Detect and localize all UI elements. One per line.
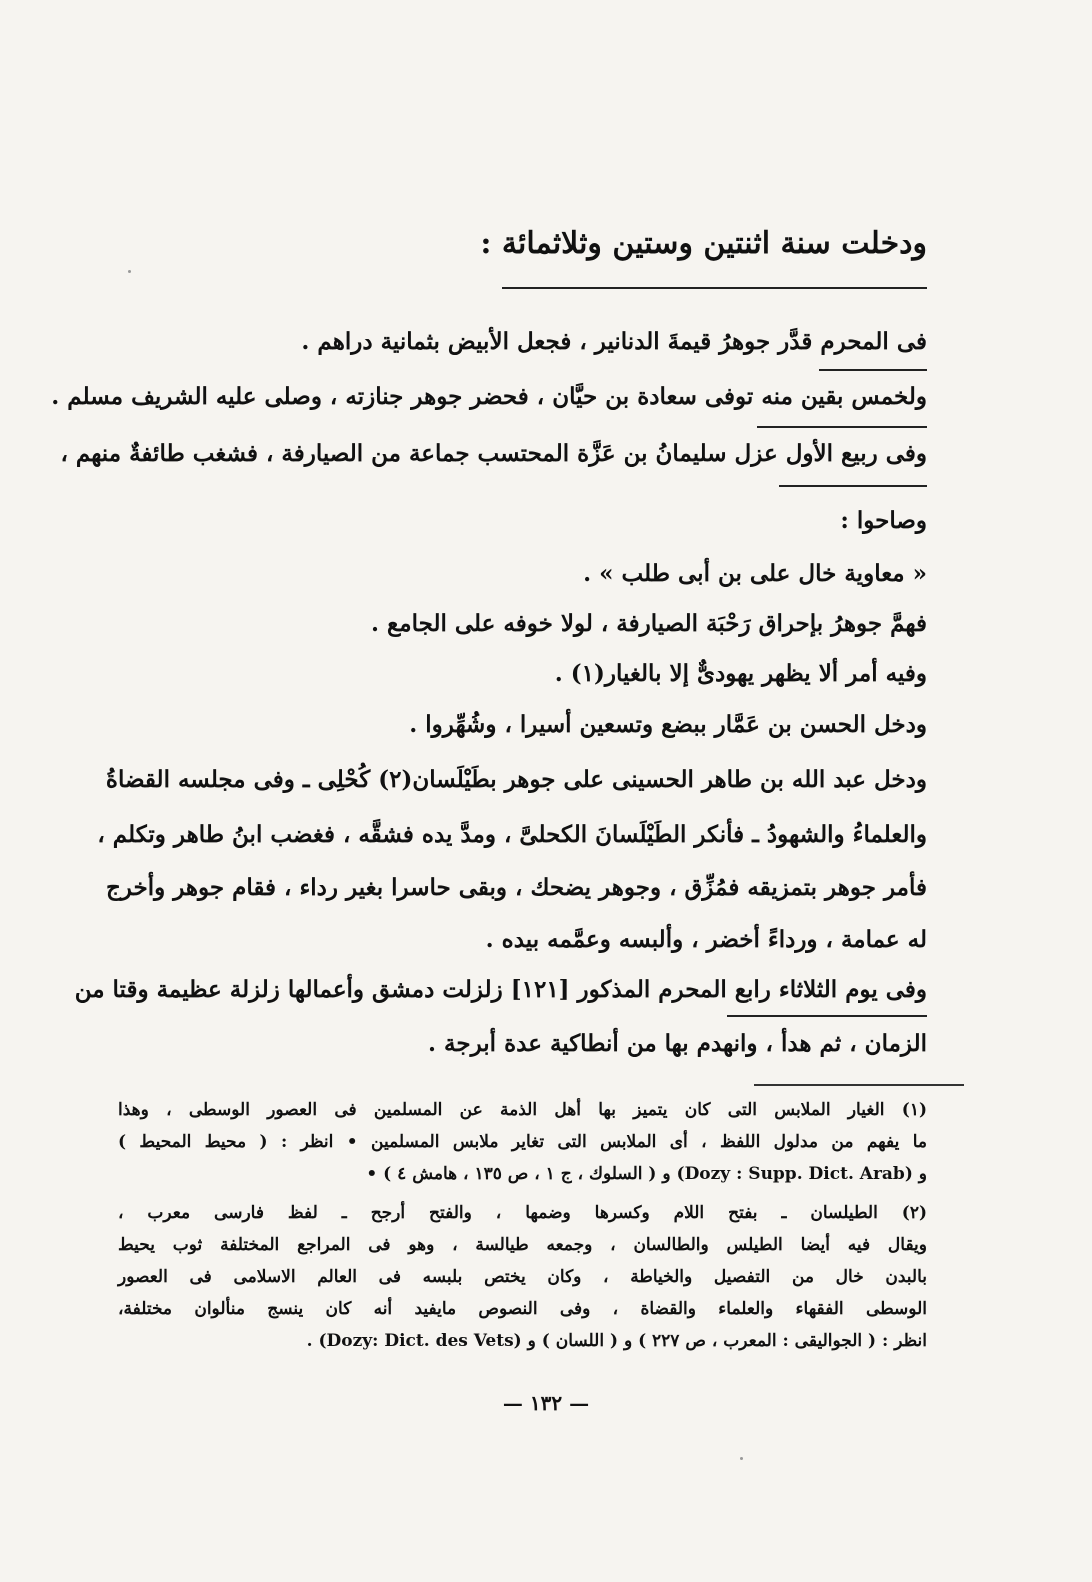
scan-speck (128, 270, 131, 273)
body-line-5: « معاوية خال على بن أبى طلب » . (583, 560, 927, 587)
footnote-line-6: بالبدن خال من التفصيل والخياطة ، وكان يختص بلبسه فى العالم الاسلامى فى العصور (118, 1267, 927, 1287)
footnote-line-5: ويقال فيه أيضا الطيلس والطالسان ، وجمعه طيالسة ، وهو فى المراجع المختلفة ثوب يحيط (118, 1235, 927, 1255)
footnote-separator (754, 1084, 964, 1086)
body-line-13: وفى يوم الثلاثاء رابع المحرم المذكور [١٢١] زلزلت دمشق وأعمالها زلزلة عظيمة وقتا من (74, 976, 927, 1003)
underline-muharram (819, 369, 927, 371)
footnote-line-3: و (Dozy : Supp. Dict. Arab) و ( السلوك ، ج ١ ، ص ١٣٥ ، هامش ٤ ) • (366, 1164, 927, 1184)
footnote-line-2: ما يفهم من مدلول اللفظ ، أى الملابس التى تغاير ملابس المسلمين • انظر : ( محيط المحيط ) (118, 1132, 927, 1152)
footnote-line-8: انظر : ( الجواليقى : المعرب ، ص ٢٢٧ ) و ( اللسان ) و (Dozy: Dict. des Vets) . (306, 1331, 927, 1351)
body-line-6: فهمَّ جوهرُ بإحراق رَحْبَة الصيارفة ، لولا خوفه على الجامع . (371, 610, 927, 637)
underline-rabi (779, 485, 927, 487)
footnote-line-4: (٢) الطيلسان ـ بفتح اللام وكسرها وضمها ، والفتح أرجح ـ لفظ فارسى معرب ، (118, 1203, 927, 1223)
body-line-4: وصاحوا : (840, 507, 927, 534)
section-heading: ودخلت سنة اثنتين وستين وثلاثمائة : (480, 226, 927, 261)
body-line-12: له عمامة ، ورداءً أخضر ، وألبسه وعمَّمه بيده . (485, 926, 927, 953)
body-line-7: وفيه أمر ألا يظهر يهودىٌّ إلا بالغيار(١) . (554, 660, 927, 687)
footnote-line-1: (١) الغيار الملابس التى كان يتميز بها أهل الذمة عن المسلمين فى العصور الوسطى ، وهذا (118, 1100, 927, 1120)
footnote-line-7: الوسطى الفقهاء والعلماء والقضاة ، وفى النصوص مايفيد أنه كان ينسج منألوان مختلفة، (118, 1299, 927, 1319)
page-number: — ١٣٢ — (502, 1391, 590, 1415)
scan-speck (740, 1457, 743, 1460)
heading-underline (502, 287, 927, 289)
body-line-3: وفى ربيع الأول عزل سليمانُ بن عَزَّة المحتسب جماعة من الصيارفة ، فشغب طائفةٌ منهم ، (60, 440, 927, 467)
underline-khams (757, 426, 927, 428)
body-line-9: ودخل عبد الله بن طاهر الحسينى على جوهر بطَيْلَسان(٢) كُحْلِى ـ وفى مجلسه القضاةُ (105, 766, 927, 793)
body-line-14: الزمان ، ثم هدأ ، وانهدم بها من أنطاكية عدة أبرجة . (428, 1030, 927, 1057)
body-line-8: ودخل الحسن بن عَمَّار ببضع وتسعين أسيرا ، وشُهِّروا . (409, 711, 927, 738)
body-line-2: ولخمس بقين منه توفى سعادة بن حيَّان ، فحضر جوهر جنازته ، وصلى عليه الشريف مسلم . (51, 383, 927, 410)
body-line-1: فى المحرم قدَّر جوهرُ قيمةَ الدنانير ، فجعل الأبيض بثمانية دراهم . (301, 328, 927, 355)
body-line-10: والعلماءُ والشهودُ ـ فأنكر الطَيْلَسانَ الكحلىَّ ، ومدَّ يده فشقَّه ، فغضب ابنُ طاهر وتكلم ، (97, 821, 927, 848)
body-line-11: فأمر جوهر بتمزيقه فمُزِّق ، وجوهر يضحك ، وبقى حاسرا بغير رداء ، فقام جوهر وأخرج (105, 874, 927, 901)
underline-thulatha (727, 1015, 927, 1017)
